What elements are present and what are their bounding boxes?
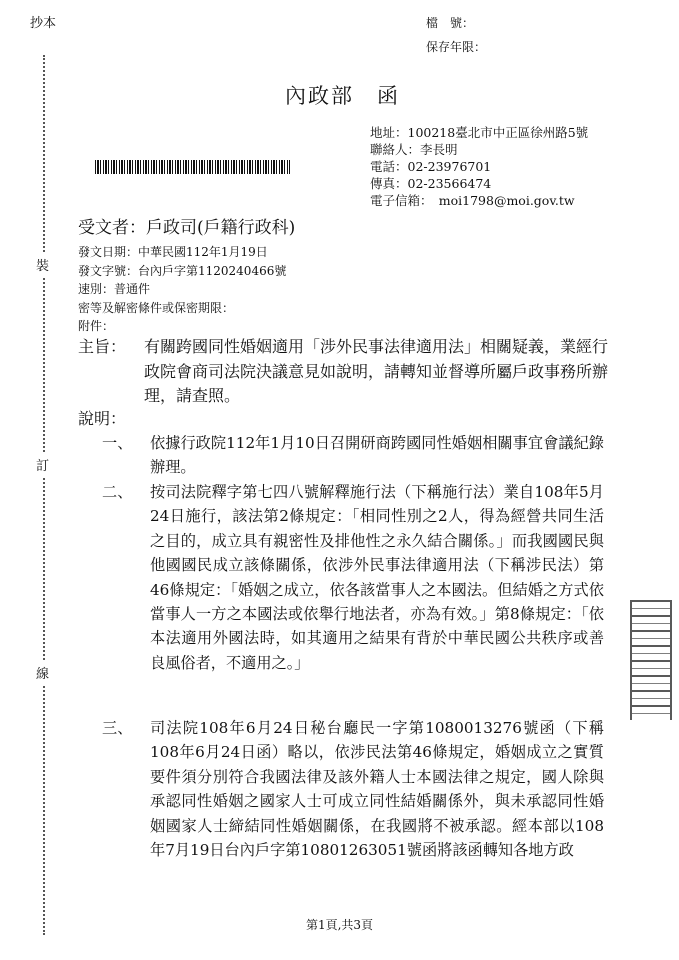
binding-char-ding: 訂 [36, 452, 49, 477]
document-title: 內政部 函 [285, 84, 400, 108]
item-number: 二、 [102, 483, 133, 501]
subject-text: 有關跨國同性婚姻適用「涉外民事法律適用法」相關疑義，業經行政院會商司法院決議意見如說明，請轉知並督導所屬戶政事務所辦理，請查照。 [144, 337, 609, 405]
item-text: 按司法院釋字第七四八號解釋施行法（下稱施行法）業自108年5月24日施行，該法第2條規定：「相同性別之2人，得為經營共同生活之目的，成立具有親密性及排他性之永久結合關係。」而我國國民與他國國民成立該條關係，依涉外民事法律適用法（下稱涉民法）第46條規定：「婚姻之成立，依各該當事人之本國法。但結婚之方式依當事人一方之本國法或依舉行地法者，亦為有效。」第8條規定：「依本法適用外國法時，如其適用之結果有背於中華民國公共秩序或善良風俗者，不適用之。」 [150, 483, 604, 672]
contact-phone: 電話：02-23976701 [370, 159, 492, 174]
subject-label: 主旨： [78, 337, 127, 356]
document-meta [78, 243, 286, 336]
barcode [95, 160, 290, 174]
retention-period-label: 保存年限： [426, 40, 487, 54]
reference-number: 發文字號：台內戶字第1120240466號 [78, 263, 287, 278]
item-text: 司法院108年6月24日秘台廳民一字第1080013276號函（下稱108年6月24日函）略以，依涉民法第46條規定，婚姻成立之實質要件須分別符合我國法律及該外籍人士本國法律之規定，國人除與承認同性婚姻之國家人士可成立同性結婚關係外，與未承認同性婚姻國家人士締結同性婚姻關係，在我國將不被承認。經本部以108年7月19日台內戶字第10801263051號函將該函轉知各地方政 [150, 719, 604, 860]
recipient: 受文者：戶政司(戶籍行政科) [78, 218, 296, 238]
explanation-item [102, 716, 604, 862]
subject-section [78, 335, 608, 409]
item-text: 依據行政院112年1月10日召開研商跨國同性婚姻相關事宜會議紀錄辦理。 [150, 434, 604, 477]
stamp-seal [630, 600, 672, 720]
item-number: 一、 [102, 434, 133, 452]
contact-fax: 傳真：02-23566474 [370, 176, 492, 191]
contact-person: 聯絡人：李長明 [370, 142, 458, 157]
binding-char-zhuang: 裝 [36, 252, 49, 277]
contact-block [370, 124, 588, 209]
issue-date: 發文日期：中華民國112年1月19日 [78, 245, 268, 259]
explanation-item [102, 480, 604, 675]
page-number: 第1頁,共3頁 [305, 918, 374, 932]
binding-line [43, 55, 45, 935]
binding-char-xian: 線 [36, 660, 49, 685]
file-number-label: 檔 號： [426, 16, 475, 30]
contact-email: 電子信箱： moi1798@moi.gov.tw [370, 193, 575, 208]
item-number: 三、 [102, 719, 133, 737]
copy-label: 抄本 [30, 16, 57, 31]
delivery-speed: 速別：普通件 [78, 282, 151, 296]
explanation-item [102, 431, 604, 480]
secrecy-level: 密等及解密條件或保密期限： [78, 300, 235, 315]
explanation-label: 說明： [78, 409, 127, 428]
attachments: 附件： [78, 319, 115, 333]
contact-address: 地址：100218臺北市中正區徐州路5號 [370, 125, 589, 140]
